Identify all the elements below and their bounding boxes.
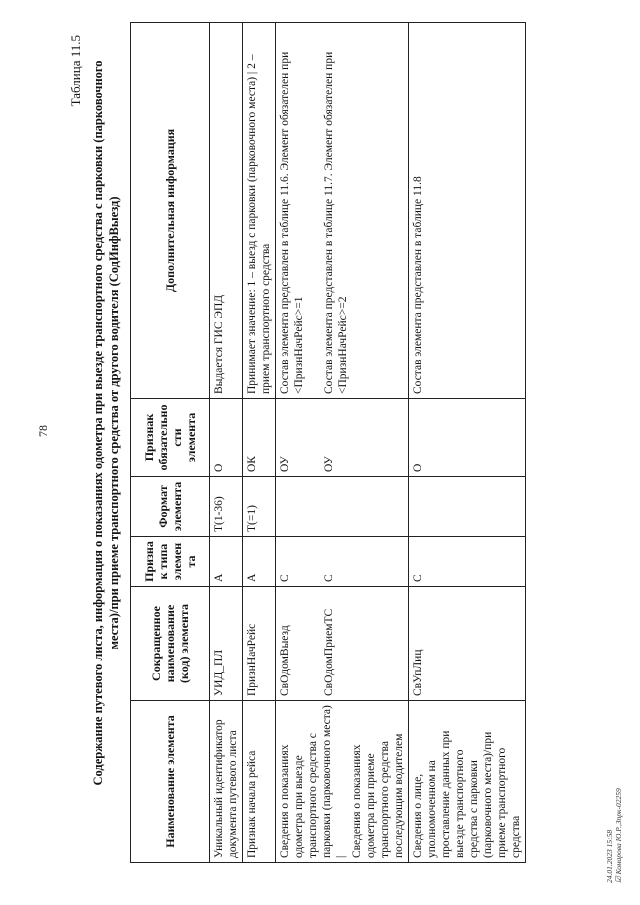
header-info: Дополнительная информация: [131, 23, 210, 399]
cell-info-part: Состав элемента представлен в таблице 11.6. Элемент обязателен при <ПризнНачРейс>=1: [279, 51, 305, 394]
cell-short-name: СвУпЛиц: [409, 587, 526, 701]
cell-name-part: Сведения о показаниях одометра при приеме транспортного средства последующим водителем: [351, 733, 405, 858]
cell-format: [276, 477, 409, 537]
cell-name: Уникальный идентификатор документа путевого листа: [210, 701, 243, 863]
cell-type-part: С: [323, 574, 335, 582]
cell-short-name: ПризнНачРейс: [243, 587, 276, 701]
cell-type: [276, 537, 409, 587]
table-row: [409, 23, 526, 863]
header-short-name: Сокращенное наименование (код) элемента: [131, 587, 210, 701]
cell-required: О: [210, 399, 243, 477]
content-table: [130, 22, 526, 863]
cell-required: [276, 399, 409, 477]
cell-info-part: Состав элемента представлен в таблице 11.7. Элемент обязателен при <ПризнНачРейс>=2: [323, 51, 349, 394]
table-row: [276, 23, 409, 863]
header-type: Признак типа элемента: [131, 537, 210, 587]
table-header-row: [131, 23, 210, 863]
header-required: Признак обязательности элемента: [131, 399, 210, 477]
cell-name-part: Сведения о показаниях одометра при выезде транспортного средства с парковки (парковочного места) |: [279, 705, 347, 858]
cell-info: Состав элемента представлен в таблице 11.8: [409, 23, 526, 399]
document-title: Содержание путевого листа, информация о показаниях одометра при выезде транспортного средства с парковки (парковочного места)/при приеме транспортного средства от другого водителя (СодИнфВыезд): [91, 60, 121, 786]
cell-required: О: [409, 399, 526, 477]
cell-info: Выдается ГИС ЭПД: [210, 23, 243, 399]
header-name: Наименование элемента: [131, 701, 210, 863]
cell-type: А: [243, 537, 276, 587]
cell-short-name-part: СвОдомПриемТС: [323, 608, 335, 696]
signature-stamp: [605, 788, 623, 883]
signature-date: 24.01.2023 15:58: [605, 829, 614, 883]
cell-name: Сведения о лице, уполномоченном на проставление данных при выезде транспортного средства с парковки (парковочного места)/при приеме транспортного средства: [409, 701, 526, 863]
header-format: Формат элемента: [131, 477, 210, 537]
cell-info: [276, 23, 409, 399]
cell-short-name: [276, 587, 409, 701]
page-number: 78: [36, 425, 50, 437]
table-row: [210, 23, 243, 863]
cell-type: С: [409, 537, 526, 587]
rotated-page-content: [60, 13, 625, 893]
table-row: [243, 23, 276, 863]
cell-type-part: С: [279, 574, 291, 582]
cell-required: ОК: [243, 399, 276, 477]
signature-name: ☑ Комарова Ю.Р.,Зпрк-02259: [614, 788, 623, 883]
cell-format: T(1-36): [210, 477, 243, 537]
cell-info: Принимает значение: 1 – выезд с парковки (парковочного места) | 2 – прием транспортного средства: [243, 23, 276, 399]
cell-format: [409, 477, 526, 537]
table-caption: Таблица 11.5: [68, 35, 83, 107]
cell-format: T(=1): [243, 477, 276, 537]
cell-short-name-part: СвОдомВыезд: [279, 625, 291, 696]
cell-name: [276, 701, 409, 863]
cell-name: Признак начала рейса: [243, 701, 276, 863]
cell-short-name: УИД_ПЛ: [210, 587, 243, 701]
cell-type: А: [210, 537, 243, 587]
cell-required-part: ОУ: [323, 456, 335, 472]
cell-required-part: ОУ: [279, 456, 291, 472]
